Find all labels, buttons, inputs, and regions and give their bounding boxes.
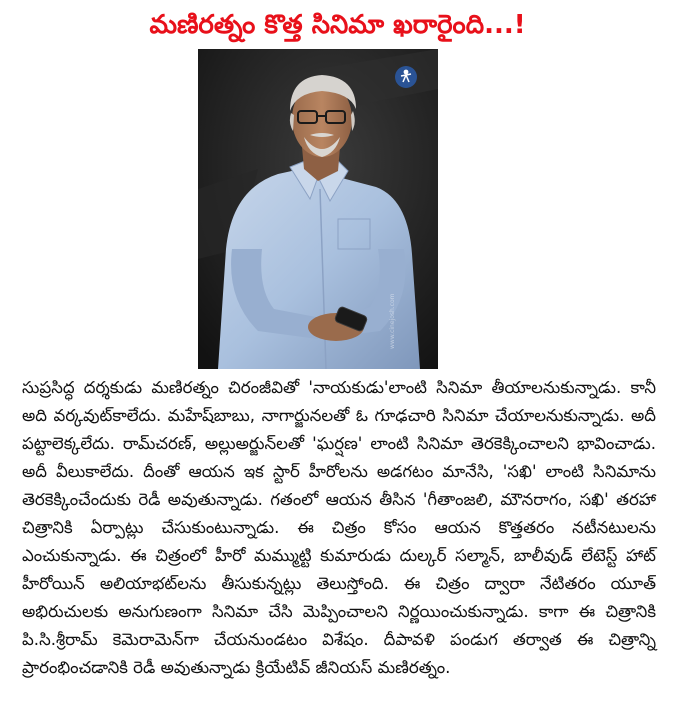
article-body: సుప్రసిద్ధ దర్శకుడు మణిరత్నం చిరంజీవితో 'నాయకుడు'లాంటి సినిమా తీయాలనుకున్నాడు. కానీ అది వర్కవుట్‌కాలేదు. మహేష్‌బాబు, నాగార్జునలతో ఓ గూఢచారి సినిమా చేయాలనుకున్నాడు. అదీ పట్టాలెక్కలేదు. రామ్‌చరణ్, అల్లుఅర్జున్‌లతో 'ఘర్షణ' లాంటి సినిమా తెరకెక్కించాలని భావించాడు. అదీ వీలుకాలేదు. దీంతో ఆయన ఇక స్టార్ హీరోలను అడగటం మానేసి, 'సఖి' లాంటి సినిమాను తెరకెక్కించేందుకు రెడీ అవుతున్నాడు. గతంలో ఆయన తీసిన 'గీతాంజలి, మౌనరాగం, సఖి' తరహా చిత్రానికి ఏర్పాట్లు చేసుకుంటున్నాడు. ఈ చిత్రం కోసం ఆయన కొత్తతరం నటీనటులను ఎంచుకున్నాడు. ఈ చిత్రంలో హీరో మమ్ముట్టి కుమారుడు దుల్కర్ సల్మాన్, బాలీవుడ్ లేటెస్ట్ హాట్ హీరోయిన్ అలియాభట్‌లను తీసుకున్నట్లు తెలుస్తోంది. ఈ చిత్రం ద్వారా నేటితరం యూత్ అభిరుచులకు అనుగుణంగా సినిమా చేసి మెప్పించాలని నిర్ణయించుకున్నాడు. కాగా ఈ చిత్రానికి పి.సి.శ్రీరామ్ కెమెరామెన్‌గా చేయనుండటం విశేషం. దీపావళి పండుగ తర్వాత ఈ చిత్రాన్ని ప్రారంభించడానికి రెడీ అవుతున్నాడు క్రియేటివ్ జీనియస్ మణిరత్నం. bbox=[22, 378, 656, 677]
dancer-logo-icon bbox=[395, 66, 417, 88]
photo-watermark: www.cinejosh.com bbox=[389, 293, 396, 349]
headline: మణిరత్నం కొత్త సినిమా ఖరారైంది...! bbox=[149, 10, 526, 40]
article-photo bbox=[198, 49, 438, 369]
